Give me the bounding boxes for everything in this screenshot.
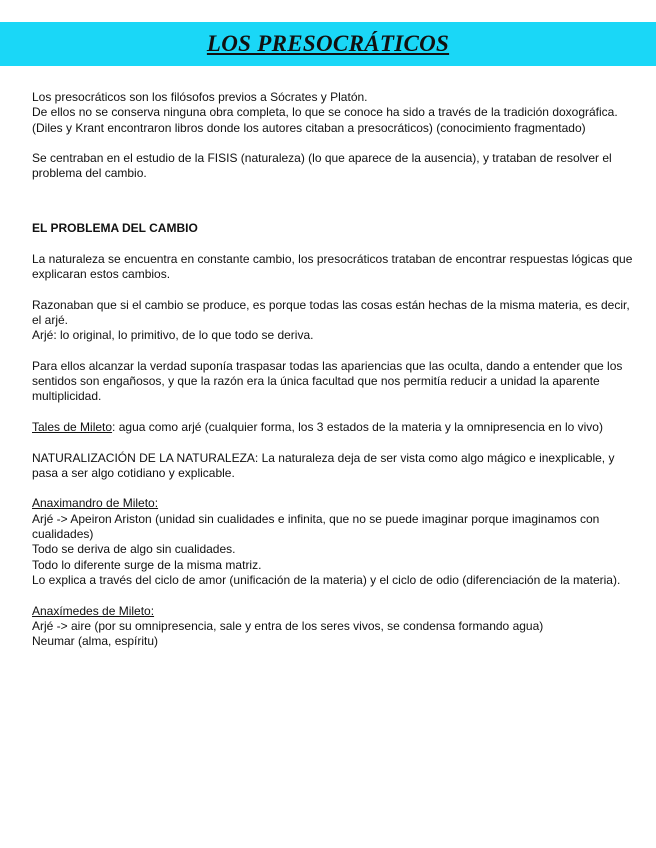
razonaban-paragraph: Razonaban que si el cambio se produce, es porque todas las cosas están hechas de la misma materia, es decir, el arjé. bbox=[32, 297, 630, 327]
document-body bbox=[32, 90, 636, 649]
anaximandro-line: Todo se deriva de algo sin cualidades. bbox=[32, 542, 236, 557]
intro-line: Los presocráticos son los filósofos previos a Sócrates y Platón. bbox=[32, 90, 368, 104]
tales-name: Tales de Mileto bbox=[32, 419, 113, 434]
title-band bbox=[0, 22, 656, 66]
tales-text: : agua como arjé (cualquier forma, los 3 estados de la materia y la omnipresencia en lo vivo) bbox=[112, 419, 603, 434]
anaximandro-heading: Anaximandro de Mileto: bbox=[32, 496, 159, 511]
arje-definition: Arjé: lo original, lo primitivo, de lo que todo se deriva. bbox=[32, 328, 314, 343]
anaximandro-line: Todo lo diferente surge de la misma matriz. bbox=[32, 557, 262, 572]
verdad-paragraph: Para ellos alcanzar la verdad suponía traspasar todas las apariencias que las oculta, dando a entender que los sentidos son engañosos, y que la razón era la única facultad que nos permitía reducir a unidad la aparente multiplicidad. bbox=[32, 358, 623, 404]
intro-line: De ellos no se conserva ninguna obra completa, lo que se conoce ha sido a través de la tradición doxográfica. bbox=[32, 105, 618, 120]
tales-paragraph bbox=[32, 420, 636, 435]
fisis-paragraph: Se centraban en el estudio de la FISIS (naturaleza) (lo que aparece de la ausencia), y trataban de resolver el problema del cambio. bbox=[32, 151, 612, 181]
naturaleza-paragraph: La naturaleza se encuentra en constante cambio, los presocráticos trataban de encontrar respuestas lógicas que explicaran estos cambios. bbox=[32, 251, 633, 281]
page-title: LOS PRESOCRÁTICOS bbox=[206, 31, 450, 56]
naturalizacion-paragraph: NATURALIZACIÓN DE LA NATURALEZA: La naturaleza deja de ser vista como algo mágico e inexplicable, y pasa a ser algo cotidiano y explicable. bbox=[32, 450, 615, 480]
anaximandro-line: Arjé -> Apeiron Ariston (unidad sin cualidades e infinita, que no se puede imaginar porque imaginamos con cualidades) bbox=[32, 511, 600, 542]
intro-line: (Diles y Krant encontraron libros donde los autores citaban a presocráticos) (conocimiento fragmentado) bbox=[32, 120, 586, 135]
section-heading: EL PROBLEMA DEL CAMBIO bbox=[32, 221, 198, 236]
anaximedes-heading: Anaxímedes de Mileto: bbox=[32, 603, 155, 618]
anaximedes-line: Neumar (alma, espíritu) bbox=[32, 634, 159, 649]
anaximedes-line: Arjé -> aire (por su omnipresencia, sale y entra de los seres vivos, se condensa formando agua) bbox=[32, 618, 544, 633]
anaximandro-line: Lo explica a través del ciclo de amor (unificación de la materia) y el ciclo de odio (diferenciación de la materia). bbox=[32, 572, 621, 587]
